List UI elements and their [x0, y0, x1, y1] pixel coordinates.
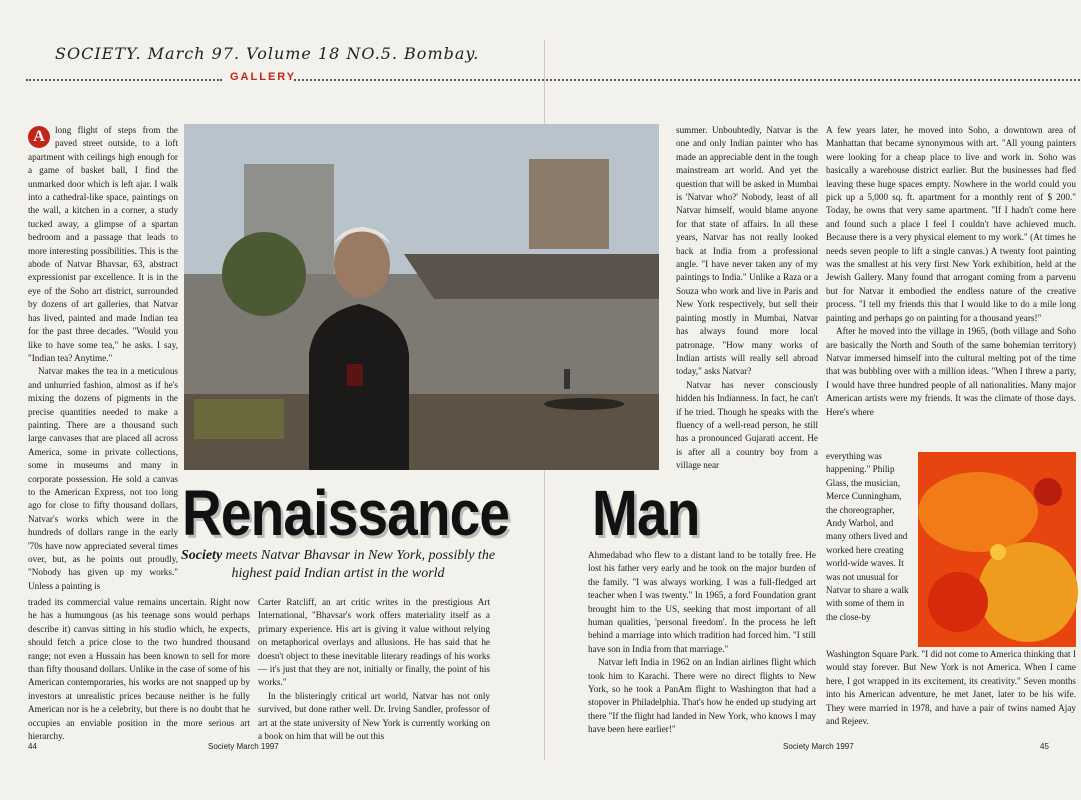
article-column-2-bottom — [258, 596, 490, 742]
article-column-3-bottom — [588, 549, 816, 737]
photo-plants — [194, 399, 284, 439]
page-number-left: 44 — [28, 742, 37, 751]
deck-text: meets Natvar Bhavsar in New York, possibly the highest paid Indian artist in the world — [222, 548, 496, 581]
painting-orange-field — [918, 472, 1038, 552]
col1-bottom-paragraph: traded its commercial value remains uncertain. Right now he has a humungous (as his teenage sons would perhaps describe it) canvas sitting in his studio which, he expects, should fetch a price close to the two hundred thousand range; not even a Hussain has been known to sell for more than fifty thousand dollars. Unlike in the case of some of his American contemporaries, his works are not snapped up by investors at unrealistic prices because neither is he fully American nor is he a celebrity, but there is no doubt that he occupies an enviable position in the more serious art hierarchy. — [28, 597, 250, 742]
col2-bottom-paragraph-1: Carter Ratcliff, an art critic writes in the prestigious Art International, "Bhavsar's work offers materiality itself as a primary experience. His art is giving it value without relying on metaphorical overlays and allusions. He has said that he doesn't object to these inevitable literary readings of his works — it's just that they are not, initially or finally, the point of his works." — [258, 597, 490, 688]
article-column-1-bottom — [28, 596, 250, 742]
folio-title-left: Society March 1997 — [208, 742, 279, 751]
folio-title-right: Society March 1997 — [783, 742, 854, 751]
col4-bottom-paragraph: Washington Square Park. "I did not come to America thinking that I would stay forever. But New York is not America. When I came here, I got wrapped in its excitement, its creativity." Seven months into his American adventure, he met Janet, later to be his wife. They were married in 1978, and have a pair of twins named Ajay and Rejeev. — [826, 649, 1076, 727]
col3-bottom-paragraph-1: Ahmedabad who flew to a distant land to be totally free. He lost his father very early and he took on the major burden of the family. "I was always working. I was a full-fledged art teacher when I was twenty." In 1965, a ford Foundation grant brought him to the US, seeking that most important of all human qualities, 'personal freedom'. In the process he left behind a marriage into which tradition had forced him. "I still have son in India from that marriage." — [588, 550, 816, 654]
col1-paragraph-1: long flight of steps from the paved street outside, to a loft apartment with ceilings high enough for a game of basket ball, I find the unmarked door which is left ajar. I walk into a cathedral-like space, paintings on the wall, a kitchen in a corner, a study tucked away, a glimpse of a spartan bedroom and a passage that leads to more interesting possibilities. This is the abode of Natvar Bhavsar, 63, abstract expressionist par excellence. It is in the eye of the Soho art district, surrounded by dozens of art galleries, that Natvar has lived, painted and made Indian tea for the past three decades. "Would you like to have some tea," he asks. I say, "Indian tea? Anytime." — [28, 125, 178, 363]
photo-wine-glass — [347, 364, 363, 386]
dotted-rule-right — [294, 79, 1080, 81]
painting-dark-spot — [1034, 478, 1062, 506]
deck-society: Society — [180, 548, 223, 563]
article-column-4-bottom — [826, 648, 1076, 738]
photo-person-body — [309, 304, 409, 470]
photo-roof — [404, 254, 659, 299]
col3-paragraph-1: summer. Unboubtedly, Natvar is the one and only Indian painter who has made an appreciable dent in the tough mainstream art world. And yet the question that will be asked in Mumbai is 'Natvar who?' Nobody, least of all Natvar himself, would blame anyone for that state of affairs. In all these years, Natvar has not really looked back at India from a professional angle. "I have never taken any of my paintings to India." Unlike a Raza or a Souza who work and live in Paris and New York respectively, but sell their painting mostly in Mumbai, Natvar has always found more local patronage. "How many works of Indian artists will really sell abroad today," asks Natvar? — [676, 125, 818, 377]
photo-tower — [529, 159, 609, 249]
abstract-painting — [918, 452, 1076, 647]
photo-table — [544, 398, 624, 410]
page-number-right: 45 — [1040, 742, 1049, 751]
col4-paragraph-2: After he moved into the village in 1965, (both village and Soho are basically the North and South of the same bohemian territory) Natvar immersed himself into the cultural melting pot of the time that was bubbling over with a million ideas. "When I threw a party, I would have three hundred people of all nationalities. Many major American artists were my friends. It was the climate of those days. Here's where — [826, 326, 1076, 417]
article-column-1 — [28, 124, 178, 594]
section-label: GALLERY — [230, 71, 297, 83]
deck-subtitle — [178, 547, 498, 583]
article-column-4 — [826, 124, 1076, 450]
headline-right: Man — [592, 477, 700, 549]
photo-tree — [222, 232, 306, 316]
photo-bottle — [564, 369, 570, 389]
handwritten-annotation: SOCIETY. March 97. Volume 18 NO.5. Bombay. — [55, 44, 480, 63]
headline-left: Renaissance — [182, 477, 510, 549]
drop-cap: A — [28, 126, 50, 148]
col4-narrow-paragraph: everything was happening." Philip Glass, the musician, Merce Cunningham, the choreographer, Andy Warhol, and many others lived and worked here creating world-wide waves. It was not unusual for Natvar to share a walk with some of them in the close-by — [826, 451, 909, 622]
photo-person-face — [334, 230, 390, 298]
col3-bottom-paragraph-2: Natvar left India in 1962 on an Indian airlines flight which took him to Karachi. There were no direct flights to New York, so he took a PanAm flight to Washington that had a stopover in Philadelphia. That's how he ended up studying art there "If the flight had landed in New York, who knows I may have been here earlier!" — [588, 657, 816, 735]
article-column-4-narrow — [826, 450, 912, 646]
dotted-rule-left — [26, 79, 222, 81]
artist-photo — [184, 124, 659, 470]
col1-paragraph-2: Natvar makes the tea in a meticulous and unhurried fashion, almost as if he's mixing the dozens of pigments in the precise quantities needed to make a painting. There are a thousand such large canvases that are placed all across America, some in private collections, some in museums and many in corporate possession. He sold a canvas to the American Express, not too long ago for close to fifty thousand dollars, Natvar's works which were in the hundreds of dollars range in the early '70s have now appreciated several times over, but, as he points out proudly, "Nobody has given up my works." Unless a painting is — [28, 366, 178, 591]
col3-paragraph-2: Natvar has never consciously hidden his Indianness. In fact, he can't if he tried. Though he speaks with the fluency of a well-read person, he still has a pronounced Gujarati accent. He is after all a country boy from a village near — [676, 379, 818, 471]
col2-bottom-paragraph-2: In the blisteringly critical art world, Natvar has not only survived, but done rather well. Dr. Irving Sandler, professor of art at the state university of New York is currently working on a book on him that will be out this — [258, 690, 490, 742]
painting-yellow-spot — [990, 544, 1006, 560]
painting-red-field — [928, 572, 988, 632]
col4-paragraph-1: A few years later, he moved into Soho, a downtown area of Manhattan that became synonymous with art. "All young painters were looking for a cheap place to live and work in. Soho was basically a warehouse district earlier. But the businesses had fled leaving these huge spaces empty. Nowhere in the world could you pick up a 5,000 sq. ft. apartment for a monthly rent of $ 200." Today, he owns that very same apartment. "If I hadn't come here and found such a place I feel I couldn't have achieved much. Because there is a very physical element to my work." (At times he needs seven people to lift a single canvas.) A twenty foot painting was the smallest at his very first New York exhibition, held at the Jewish Gallery. Many found that arrogant coming from a parvenu but for Natvar it embodied the endless nature of the creative process. "I tell my friends this that I would like to do a mile long painting and perhaps go on painting for a thousand years!" — [826, 125, 1076, 323]
